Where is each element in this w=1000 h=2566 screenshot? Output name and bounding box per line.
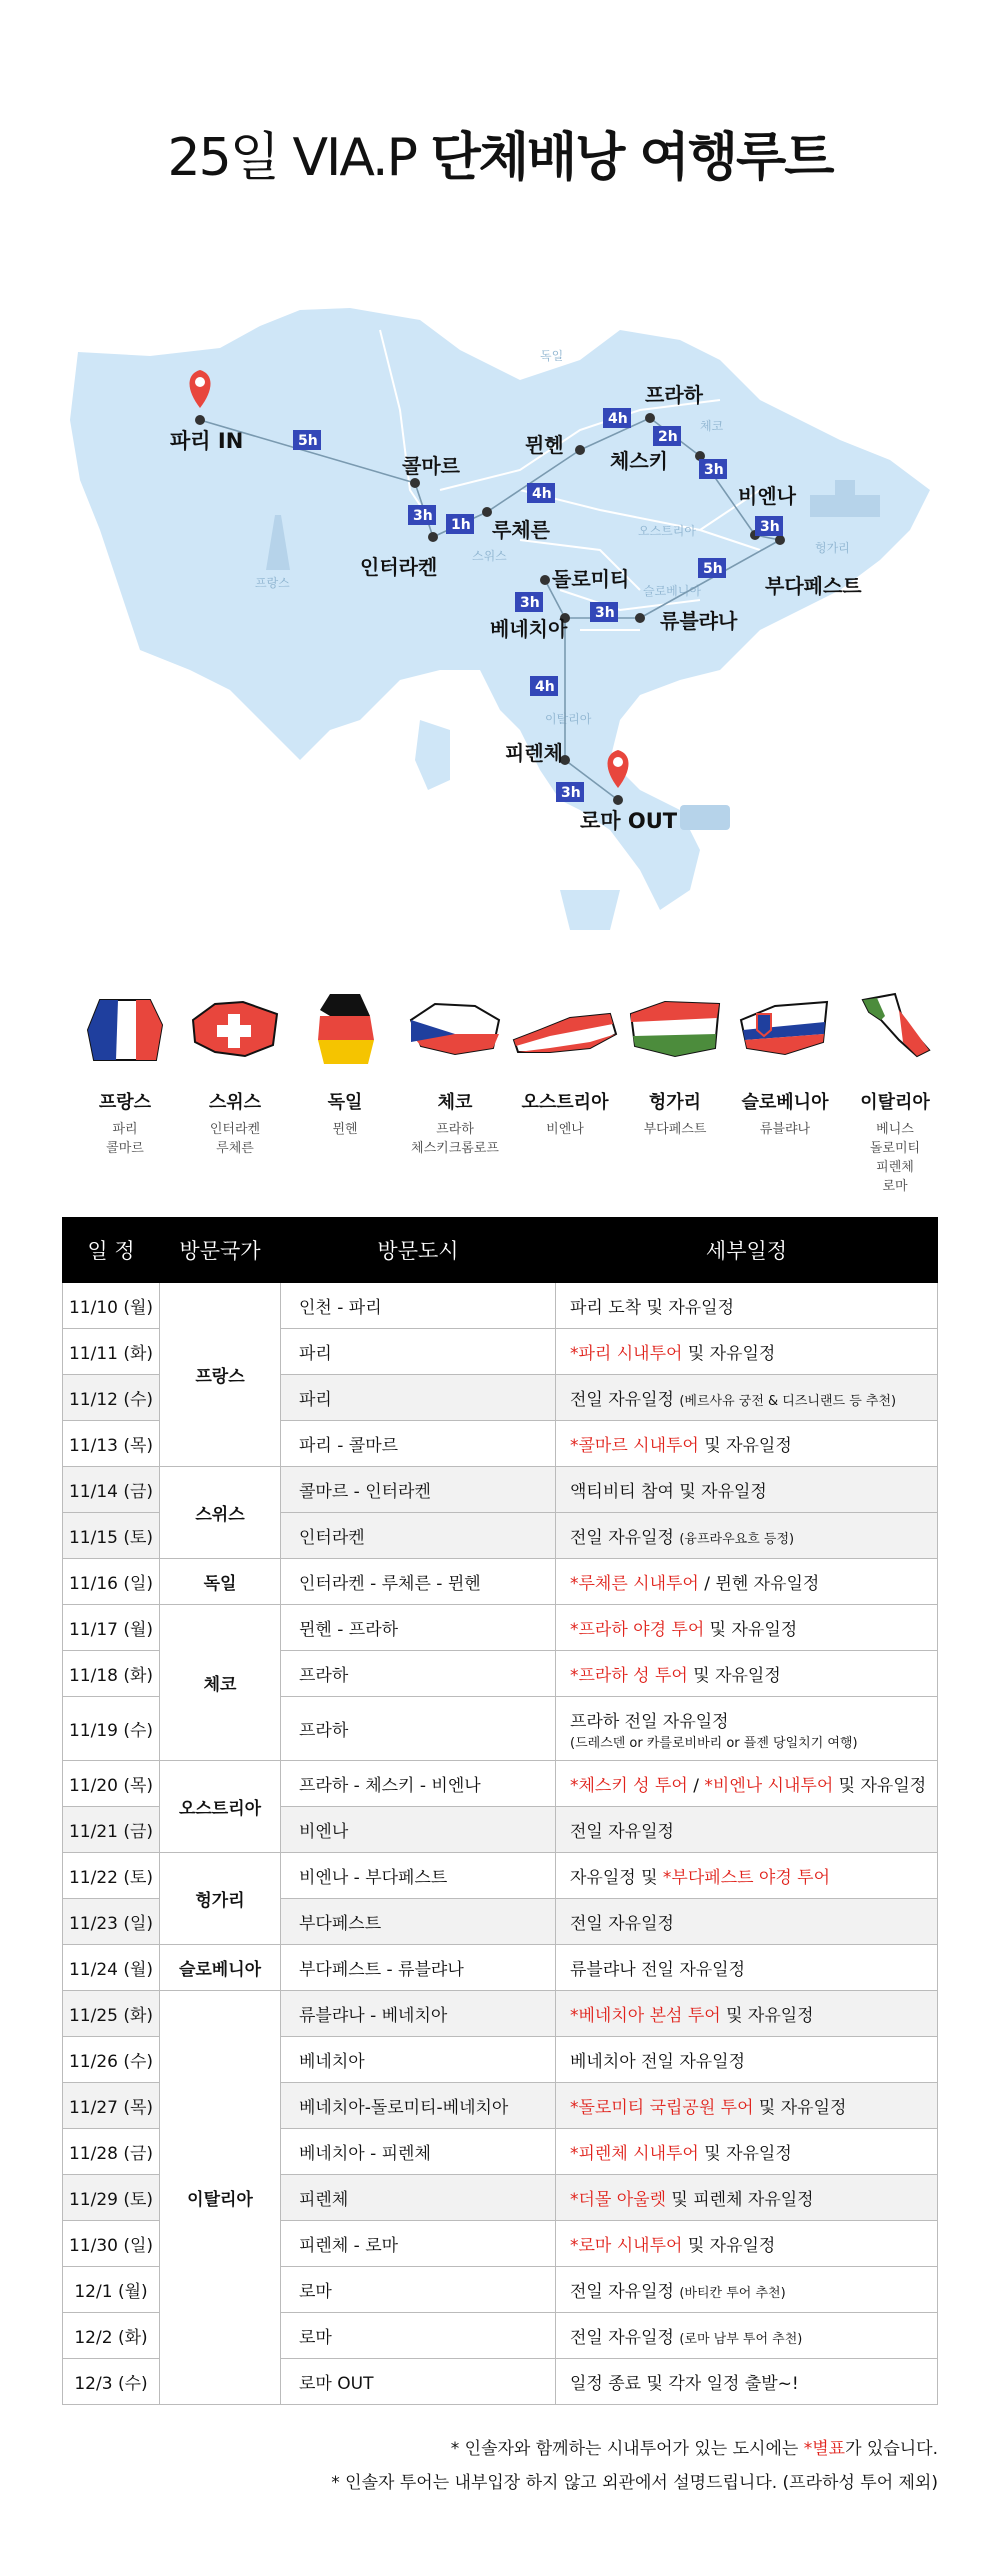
- duration-badge-ljubljana-venice: [590, 602, 618, 622]
- city-label-interlaken: 인터라켄: [360, 555, 438, 579]
- svg-text:4h: 4h: [608, 411, 628, 427]
- svg-text:3h: 3h: [760, 519, 780, 535]
- city-label-ljubljana: 류블랴나: [660, 609, 738, 633]
- cell-city: 로마: [281, 2267, 556, 2313]
- cell-detail: *프라하 야경 투어 및 자유일정: [556, 1605, 938, 1651]
- cell-city: 인터라켄: [281, 1513, 556, 1559]
- cell-detail: 파리 도착 및 자유일정: [556, 1283, 938, 1329]
- cell-detail: *베네치아 본섬 투어 및 자유일정: [556, 1991, 938, 2037]
- cell-detail: 전일 자유일정 (베르사유 궁전 & 디즈니랜드 등 추천): [556, 1375, 938, 1421]
- svg-text:3h: 3h: [704, 462, 724, 478]
- cell-city: 뮌헨 - 프라하: [281, 1605, 556, 1651]
- cell-detail: *콜마르 시내투어 및 자유일정: [556, 1421, 938, 1467]
- svg-text:5h: 5h: [298, 433, 318, 449]
- cell-country: 프랑스: [160, 1283, 281, 1467]
- footnote-1: * 인솔자와 함께하는 시내투어가 있는 도시에는 *별표가 있습니다.: [450, 2439, 938, 2459]
- duration-badge-prague-cesky: [653, 426, 681, 446]
- city-label-budapest: 부다페스트: [765, 574, 862, 598]
- hungary-flag-icon: [625, 990, 725, 1070]
- cell-country: 오스트리아: [160, 1761, 281, 1853]
- duration-badge-venice-dolomiti: [515, 592, 543, 612]
- cell-detail: 프라하 전일 자유일정 (드레스덴 or 카를로비바리 or 플젠 당일치기 여행): [556, 1697, 938, 1761]
- svg-text:5h: 5h: [703, 561, 723, 577]
- cell-date: 12/1 (월): [63, 2267, 160, 2313]
- cell-country: 체코: [160, 1605, 281, 1761]
- flag-slovenia: 슬로베니아 류블랴나: [730, 990, 840, 1196]
- flag-swiss: 스위스 인터라켄 루체른: [180, 990, 290, 1196]
- ghost-label-germany: 독일: [540, 349, 564, 363]
- flag-czech: 체코 프라하 체스키크롬로프: [400, 990, 510, 1196]
- header-country: 방문국가: [160, 1218, 281, 1283]
- cell-detail: 자유일정 및 *부다페스트 야경 투어: [556, 1853, 938, 1899]
- duration-badge-cesky-vienna: [699, 459, 727, 479]
- cell-city: 콜마르 - 인터라켄: [281, 1467, 556, 1513]
- sicily-shape: [560, 890, 620, 930]
- cell-date: 11/14 (금): [63, 1467, 160, 1513]
- svg-text:4h: 4h: [532, 486, 552, 502]
- colosseum-icon: [680, 805, 730, 830]
- czech-flag-icon: [405, 990, 505, 1070]
- ghost-label-france: 프랑스: [255, 576, 290, 590]
- table-row: [63, 1559, 938, 1605]
- austria-flag-icon: [510, 990, 620, 1070]
- cell-date: 11/12 (수): [63, 1375, 160, 1421]
- flag-hungary: 헝가리 부다페스트: [620, 990, 730, 1196]
- cell-date: 11/20 (목): [63, 1761, 160, 1807]
- table-row: [63, 1761, 938, 1807]
- cell-date: 11/22 (토): [63, 1853, 160, 1899]
- city-label-cesky: 체스키: [610, 449, 668, 473]
- cell-date: 11/17 (월): [63, 1605, 160, 1651]
- city-label-lucerne: 루체른: [492, 518, 550, 542]
- svg-text:3h: 3h: [520, 595, 540, 611]
- cell-city: 비엔나 - 부다페스트: [281, 1853, 556, 1899]
- cell-city: 로마 OUT: [281, 2359, 556, 2405]
- cell-date: 11/19 (수): [63, 1697, 160, 1761]
- header-city: 방문도시: [281, 1218, 556, 1283]
- cell-detail: 액티비티 참여 및 자유일정: [556, 1467, 938, 1513]
- cell-city: 인터라켄 - 루체른 - 뮌헨: [281, 1559, 556, 1605]
- cell-date: 11/11 (화): [63, 1329, 160, 1375]
- cell-detail: *프라하 성 투어 및 자유일정: [556, 1651, 938, 1697]
- slovenia-flag-icon: [735, 990, 835, 1070]
- duration-badge-interlaken-lucerne: [446, 514, 474, 534]
- cell-date: 11/26 (수): [63, 2037, 160, 2083]
- cell-city: 파리: [281, 1375, 556, 1421]
- duration-badge-munich-prague: [603, 408, 631, 428]
- cell-city: 프라하 - 체스키 - 비엔나: [281, 1761, 556, 1807]
- cell-date: 11/27 (목): [63, 2083, 160, 2129]
- cell-date: 11/13 (목): [63, 1421, 160, 1467]
- duration-badge-venice-florence: [530, 676, 558, 696]
- cell-date: 11/23 (일): [63, 1899, 160, 1945]
- city-label-florence: 피렌체: [505, 741, 563, 765]
- cell-city: 피렌체: [281, 2175, 556, 2221]
- cell-city: 파리: [281, 1329, 556, 1375]
- cell-country: 헝가리: [160, 1853, 281, 1945]
- table-row: [63, 1945, 938, 1991]
- cell-country: 이탈리아: [160, 1991, 281, 2405]
- svg-text:3h: 3h: [561, 785, 581, 801]
- cell-detail: 일정 종료 및 각자 일정 출발~!: [556, 2359, 938, 2405]
- flag-germany: 독일 뮌헨: [290, 990, 400, 1196]
- cell-city: 파리 - 콜마르: [281, 1421, 556, 1467]
- table-header-row: [63, 1218, 938, 1283]
- cell-date: 11/21 (금): [63, 1807, 160, 1853]
- ghost-label-hungary: 헝가리: [815, 541, 850, 555]
- cell-city: 비엔나: [281, 1807, 556, 1853]
- city-label-colmar: 콜마르: [402, 454, 460, 478]
- cell-detail: *루체른 시내투어 / 뮌헨 자유일정: [556, 1559, 938, 1605]
- cell-date: 11/16 (일): [63, 1559, 160, 1605]
- footnote-2: * 인솔자 투어는 내부입장 하지 않고 외관에서 설명드립니다. (프라하성 투어 제외): [331, 2473, 938, 2493]
- ghost-label-slovenia: 슬로베니아: [643, 584, 701, 598]
- table-body: [63, 1283, 938, 2405]
- cell-country: 스위스: [160, 1467, 281, 1559]
- footnotes: [331, 2432, 938, 2500]
- flag-france: 프랑스 파리 콜마르: [70, 990, 180, 1196]
- cell-city: 베네치아 - 피렌체: [281, 2129, 556, 2175]
- duration-badge-paris-colmar: [293, 430, 321, 450]
- country-flags: [70, 990, 950, 1196]
- cell-detail: 류블랴나 전일 자유일정: [556, 1945, 938, 1991]
- cell-city: 베네치아: [281, 2037, 556, 2083]
- cell-country: 독일: [160, 1559, 281, 1605]
- sardinia-shape: [415, 720, 450, 790]
- cell-detail: *로마 시내투어 및 자유일정: [556, 2221, 938, 2267]
- table-row: [63, 1991, 938, 2037]
- duration-badge-vienna-budapest: [755, 516, 783, 536]
- cell-date: 12/2 (화): [63, 2313, 160, 2359]
- cell-date: 11/10 (월): [63, 1283, 160, 1329]
- germany-flag-icon: [310, 990, 380, 1070]
- cell-date: 11/18 (화): [63, 1651, 160, 1697]
- cell-date: 11/29 (토): [63, 2175, 160, 2221]
- cell-detail: 베네치아 전일 자유일정: [556, 2037, 938, 2083]
- cell-city: 베네치아-돌로미티-베네치아: [281, 2083, 556, 2129]
- duration-badge-colmar-interlaken: [408, 505, 436, 525]
- table-row: [63, 1605, 938, 1651]
- city-label-paris: 파리 IN: [170, 429, 244, 453]
- table-row: [63, 1283, 938, 1329]
- svg-text:3h: 3h: [595, 605, 615, 621]
- cell-city: 류블랴나 - 베네치아: [281, 1991, 556, 2037]
- cell-date: 11/15 (토): [63, 1513, 160, 1559]
- city-label-venice: 베네치아: [490, 617, 568, 641]
- table-row: [63, 1853, 938, 1899]
- city-label-munich: 뮌헨: [525, 433, 564, 457]
- cell-city: 프라하: [281, 1697, 556, 1761]
- cell-date: 11/30 (일): [63, 2221, 160, 2267]
- cell-city: 부다페스트: [281, 1899, 556, 1945]
- cell-date: 12/3 (수): [63, 2359, 160, 2405]
- cell-detail: *더몰 아울렛 및 피렌체 자유일정: [556, 2175, 938, 2221]
- cell-date: 11/25 (화): [63, 1991, 160, 2037]
- cell-detail: 전일 자유일정: [556, 1899, 938, 1945]
- duration-badge-lucerne-munich: [527, 483, 555, 503]
- ghost-label-swiss: 스위스: [472, 549, 507, 563]
- cell-city: 인천 - 파리: [281, 1283, 556, 1329]
- duration-badge-florence-rome: [556, 782, 584, 802]
- france-flag-icon: [80, 990, 170, 1070]
- flag-austria: 오스트리아 비엔나: [510, 990, 620, 1196]
- header-detail: 세부일정: [556, 1218, 938, 1283]
- cell-detail: 전일 자유일정: [556, 1807, 938, 1853]
- flag-italy: 이탈리아 베니스 돌로미티 피렌체 로마: [840, 990, 950, 1196]
- svg-text:1h: 1h: [451, 517, 471, 533]
- city-label-rome: 로마 OUT: [580, 809, 678, 833]
- cell-detail: *파리 시내투어 및 자유일정: [556, 1329, 938, 1375]
- cell-date: 11/28 (금): [63, 2129, 160, 2175]
- page-title: 25일 VIA.P 단체배낭 여행루트: [167, 128, 833, 188]
- ghost-label-austria: 오스트리아: [638, 524, 696, 538]
- cell-city: 부다페스트 - 류블랴나: [281, 1945, 556, 1991]
- cell-country: 슬로베니아: [160, 1945, 281, 1991]
- duration-badge-budapest-ljubljana: [698, 558, 726, 578]
- city-label-prague: 프라하: [645, 383, 703, 407]
- table-row: [63, 1467, 938, 1513]
- cell-detail: 전일 자유일정 (융프라우요흐 등정): [556, 1513, 938, 1559]
- cell-detail: *피렌체 시내투어 및 자유일정: [556, 2129, 938, 2175]
- cell-detail: 전일 자유일정 (바티칸 투어 추천): [556, 2267, 938, 2313]
- svg-text:2h: 2h: [658, 429, 678, 445]
- cell-city: 피렌체 - 로마: [281, 2221, 556, 2267]
- ghost-label-czech: 체코: [700, 419, 724, 433]
- cell-detail: *돌로미티 국립공원 투어 및 자유일정: [556, 2083, 938, 2129]
- svg-text:3h: 3h: [413, 508, 433, 524]
- cell-city: 프라하: [281, 1651, 556, 1697]
- header-date: 일 정: [63, 1218, 160, 1283]
- ghost-label-italy: 이탈리아: [545, 712, 592, 726]
- route-map: [0, 290, 1000, 940]
- city-label-dolomiti: 돌로미티: [552, 567, 630, 591]
- cell-detail: 전일 자유일정 (로마 남부 투어 추천): [556, 2313, 938, 2359]
- italy-flag-icon: [855, 990, 935, 1070]
- city-label-vienna: 비엔나: [738, 484, 796, 508]
- swiss-flag-icon: [185, 990, 285, 1070]
- itinerary-table: [62, 1217, 938, 2405]
- cell-detail: *체스키 성 투어 / *비엔나 시내투어 및 자유일정: [556, 1761, 938, 1807]
- cell-date: 11/24 (월): [63, 1945, 160, 1991]
- svg-text:4h: 4h: [535, 679, 555, 695]
- cell-city: 로마: [281, 2313, 556, 2359]
